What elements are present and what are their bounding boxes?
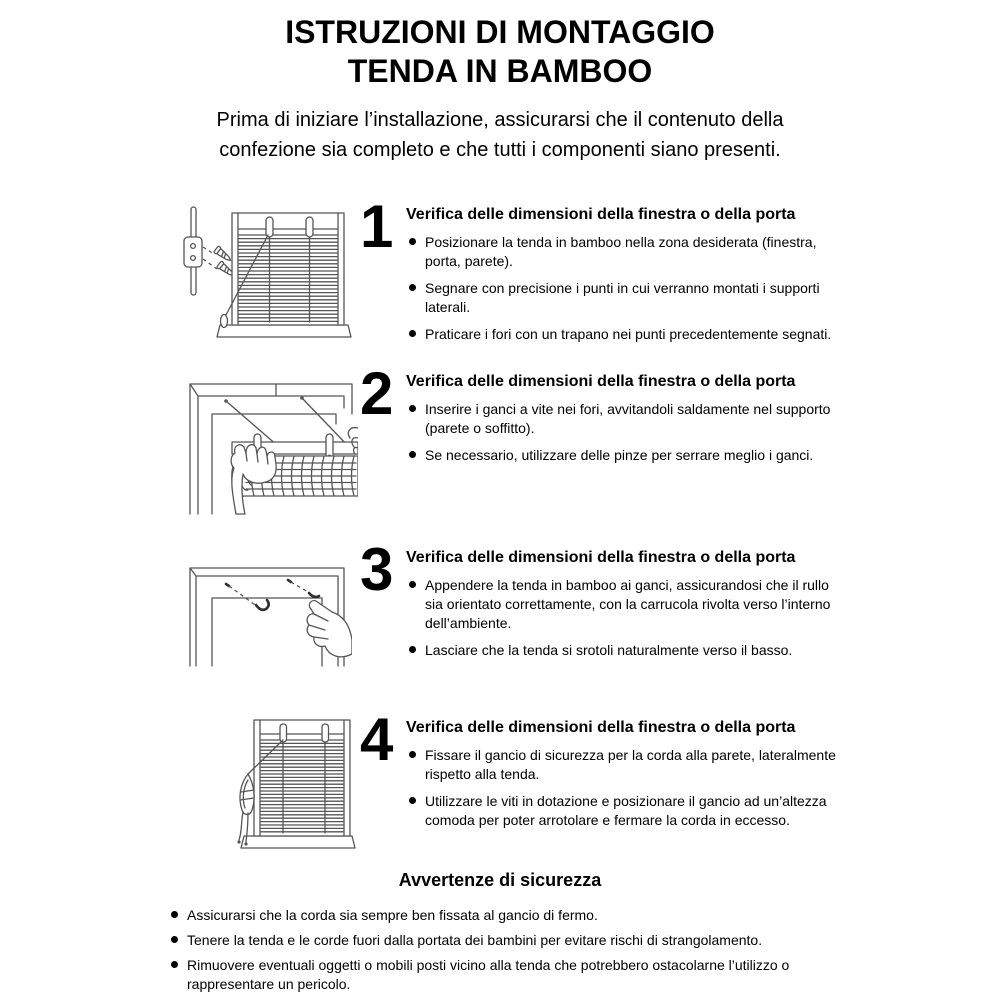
- step-3-bullet-1: [406, 576, 846, 633]
- bullet-icon: [171, 961, 178, 968]
- intro-line2: confezione sia completo e che tutti i componenti siano presenti.: [219, 139, 781, 161]
- step-3-number: 3: [360, 536, 392, 603]
- bullet-icon: [409, 646, 416, 653]
- step-1: [0, 193, 1000, 347]
- bullet-icon: [409, 330, 416, 337]
- bullet-text: Rimuovere eventuali oggetti o mobili posti vicino alla tenda che potrebbero ostacolarne l’utilizzo o rappresentare un pericolo.: [187, 957, 790, 992]
- safety-bullet-2: [168, 931, 858, 950]
- bullet-icon: [409, 284, 416, 291]
- page-title-line1: ISTRUZIONI DI MONTAGGIO: [285, 14, 715, 50]
- bullet-icon: [409, 581, 416, 588]
- bullet-icon: [409, 751, 416, 758]
- step-1-number: 1: [360, 193, 392, 260]
- bullet-text: Lasciare che la tenda si srotoli naturalmente verso il basso.: [425, 642, 793, 658]
- bullet-icon: [409, 238, 416, 245]
- step-3-illustration: [0, 544, 360, 668]
- bullet-text: Se necessario, utilizzare delle pinze per serrare meglio i ganci.: [425, 447, 814, 463]
- step-4: [0, 706, 1000, 860]
- page-title: [0, 13, 1000, 91]
- page-title-line2: TENDA IN BAMBOO: [347, 53, 653, 89]
- safety-section: [0, 870, 1000, 994]
- bullet-text: Segnare con precisione i punti in cui verranno montati i supporti laterali.: [425, 280, 820, 315]
- blind-and-cleat-illustration-icon: [162, 201, 352, 347]
- step-2-number: 2: [360, 360, 392, 427]
- safety-bullet-3: [168, 956, 858, 994]
- step-2-bullet-2: [406, 446, 846, 465]
- bullet-text: Tenere la tenda e le corde fuori dalla portata dei bambini per evitare rischi di strangolamento.: [187, 932, 763, 948]
- safety-bullet-1: [168, 906, 858, 925]
- screwing-hooks-illustration-icon: [182, 550, 352, 668]
- step-1-heading: Verifica delle dimensioni della finestra o della porta: [406, 206, 796, 223]
- bullet-icon: [171, 936, 178, 943]
- step-1-bullet-2: [406, 279, 846, 317]
- mounting-roll-illustration-icon: [180, 368, 358, 516]
- bullet-icon: [409, 405, 416, 412]
- step-2-heading: Verifica delle dimensioni della finestra o della porta: [406, 373, 796, 390]
- step-2: [0, 360, 1000, 516]
- step-1-bullet-1: [406, 233, 846, 271]
- bullet-text: Appendere la tenda in bamboo ai ganci, assicurandosi che il rullo sia orientato correttamente, con la carrucola rivolta verso l’interno dell’ambiente.: [425, 577, 831, 631]
- bullet-text: Fissare il gancio di sicurezza per la corda alla parete, lateralmente rispetto alla tenda.: [425, 747, 836, 782]
- step-3-heading: Verifica delle dimensioni della finestra o della porta: [406, 549, 796, 566]
- bullet-text: Praticare i fori con un trapano nei punti precedentemente segnati.: [425, 326, 832, 342]
- bullet-text: Posizionare la tenda in bamboo nella zona desiderata (finestra, porta, parete).: [425, 234, 817, 269]
- step-2-illustration: [0, 368, 360, 516]
- step-3-bullet-2: [406, 641, 846, 660]
- step-4-bullet-1: [406, 746, 846, 784]
- step-4-heading: Verifica delle dimensioni della finestra o della porta: [406, 719, 796, 736]
- step-4-bullet-2: [406, 792, 846, 830]
- intro-line1: Prima di iniziare l’installazione, assicurarsi che il contenuto della: [216, 109, 784, 131]
- step-1-illustration: [0, 201, 360, 347]
- steps-section: [0, 193, 1000, 860]
- bullet-text: Assicurarsi che la corda sia sempre ben fissata al gancio di fermo.: [187, 907, 598, 923]
- tied-cord-illustration-icon: [228, 714, 358, 860]
- step-4-number: 4: [360, 706, 392, 773]
- bullet-icon: [171, 911, 178, 918]
- step-1-bullet-3: [406, 325, 846, 344]
- document-header: [0, 0, 1000, 165]
- intro-text: [0, 105, 1000, 165]
- safety-heading: Avvertenze di sicurezza: [398, 870, 602, 890]
- bullet-text: Inserire i ganci a vite nei fori, avvitandoli saldamente nel supporto (parete o soffitto).: [425, 401, 831, 436]
- step-3: [0, 536, 1000, 668]
- bullet-icon: [409, 451, 416, 458]
- step-2-bullet-1: [406, 400, 846, 438]
- step-4-illustration: [0, 714, 360, 860]
- bullet-icon: [409, 797, 416, 804]
- bullet-text: Utilizzare le viti in dotazione e posizionare il gancio ad un’altezza comoda per poter arrotolare e fermare la corda in eccesso.: [425, 793, 827, 828]
